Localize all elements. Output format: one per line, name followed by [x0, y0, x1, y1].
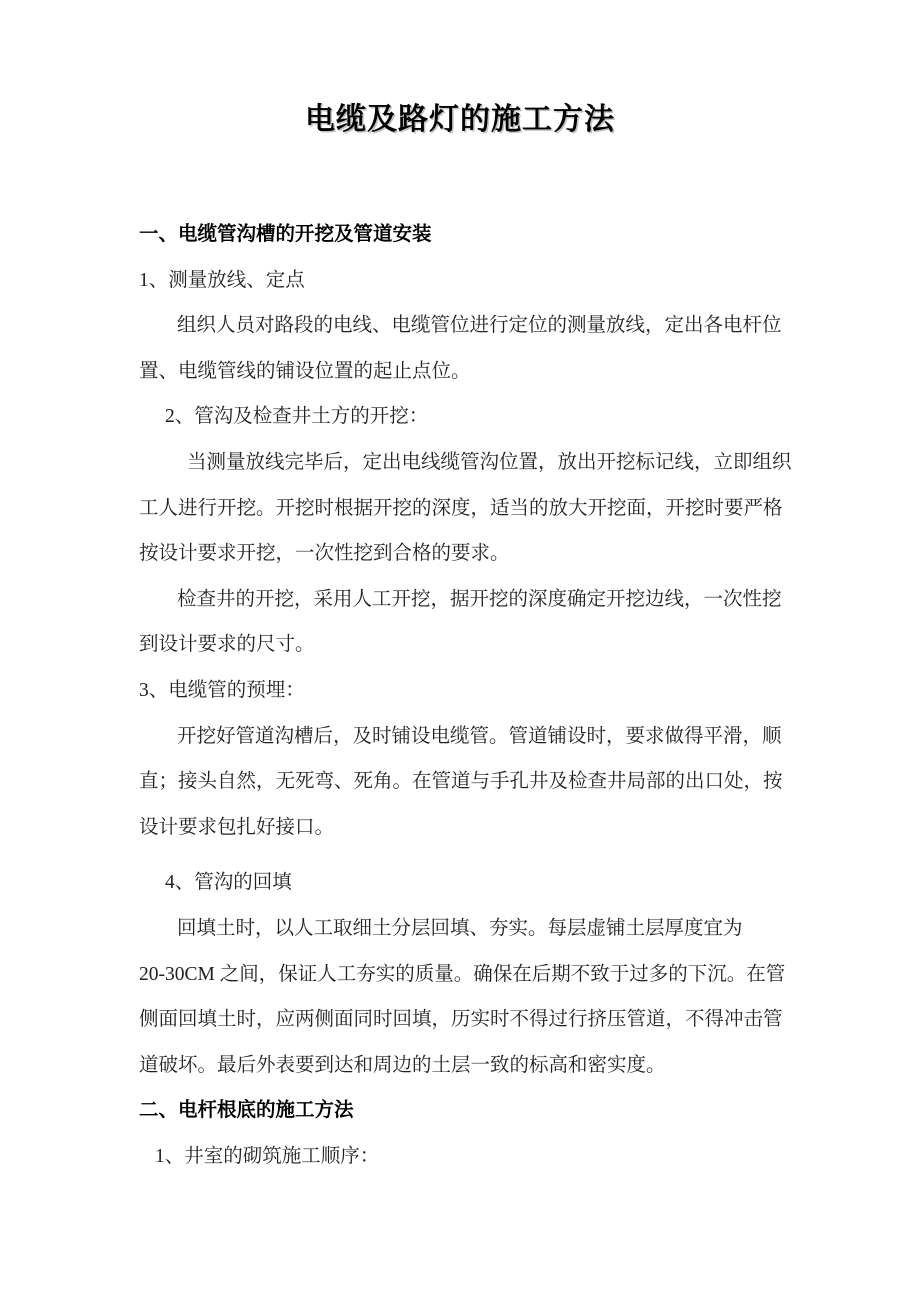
document-title: 电缆及路灯的施工方法 — [305, 103, 615, 136]
paragraph-line: 组织人员对路段的电线、电缆管位进行定位的测量放线，定出各电杆位 — [177, 315, 782, 337]
paragraph-line: 到设计要求的尺寸。 — [139, 634, 315, 656]
list-item-1-2: 2、管沟及检查井土方的开挖： — [165, 406, 429, 428]
paragraph-line: 检查井的开挖，采用人工开挖，据开挖的深度确定开挖边线，一次性挖 — [177, 588, 782, 610]
list-item-1-4: 4、管沟的回填 — [165, 872, 292, 894]
paragraph-line: 道破坏。最后外表要到达和周边的土层一致的标高和密实度。 — [139, 1054, 666, 1076]
document-body — [139, 212, 799, 1179]
section-heading-2: 二、电杆根底的施工方法 — [139, 1100, 354, 1122]
paragraph-line: 置、电缆管线的铺设位置的起止点位。 — [139, 360, 471, 382]
list-item-1-3: 3、电缆管的预埋： — [139, 679, 305, 701]
section-heading-1: 一、电缆管沟槽的开挖及管道安装 — [139, 224, 432, 245]
paragraph-line: 工人进行开挖。开挖时根据开挖的深度，适当的放大开挖面，开挖时要严格 — [139, 497, 783, 519]
paragraph-line: 20-30CM 之间，保证人工夯实的质量。确保在后期不致于过多的下沉。在管 — [139, 963, 786, 985]
paragraph-line: 直；接头自然，无死弯、死角。在管道与手孔井及检查井局部的出口处，按 — [139, 771, 783, 793]
paragraph-line: 侧面回填土时，应两侧面同时回填，历实时不得过行挤压管道，不得冲击管 — [139, 1009, 783, 1031]
paragraph-line: 按设计要求开挖，一次性挖到合格的要求。 — [139, 543, 510, 565]
paragraph-line: 设计要求包扎好接口。 — [139, 816, 335, 838]
list-item-2-1: 1、井室的砌筑施工顺序： — [155, 1145, 380, 1167]
paragraph-line: 开挖好管道沟槽后，及时铺设电缆管。管道铺设时，要求做得平滑，顺 — [177, 725, 782, 747]
list-item-1-1: 1、测量放线、定点 — [139, 269, 305, 291]
paragraph-line: 当测量放线完毕后，定出电线缆管沟位置，放出开挖标记线，立即组织 — [187, 451, 792, 473]
paragraph-line: 回填土时，以人工取细土分层回填、夯实。每层虚铺土层厚度宜为 — [177, 917, 743, 939]
